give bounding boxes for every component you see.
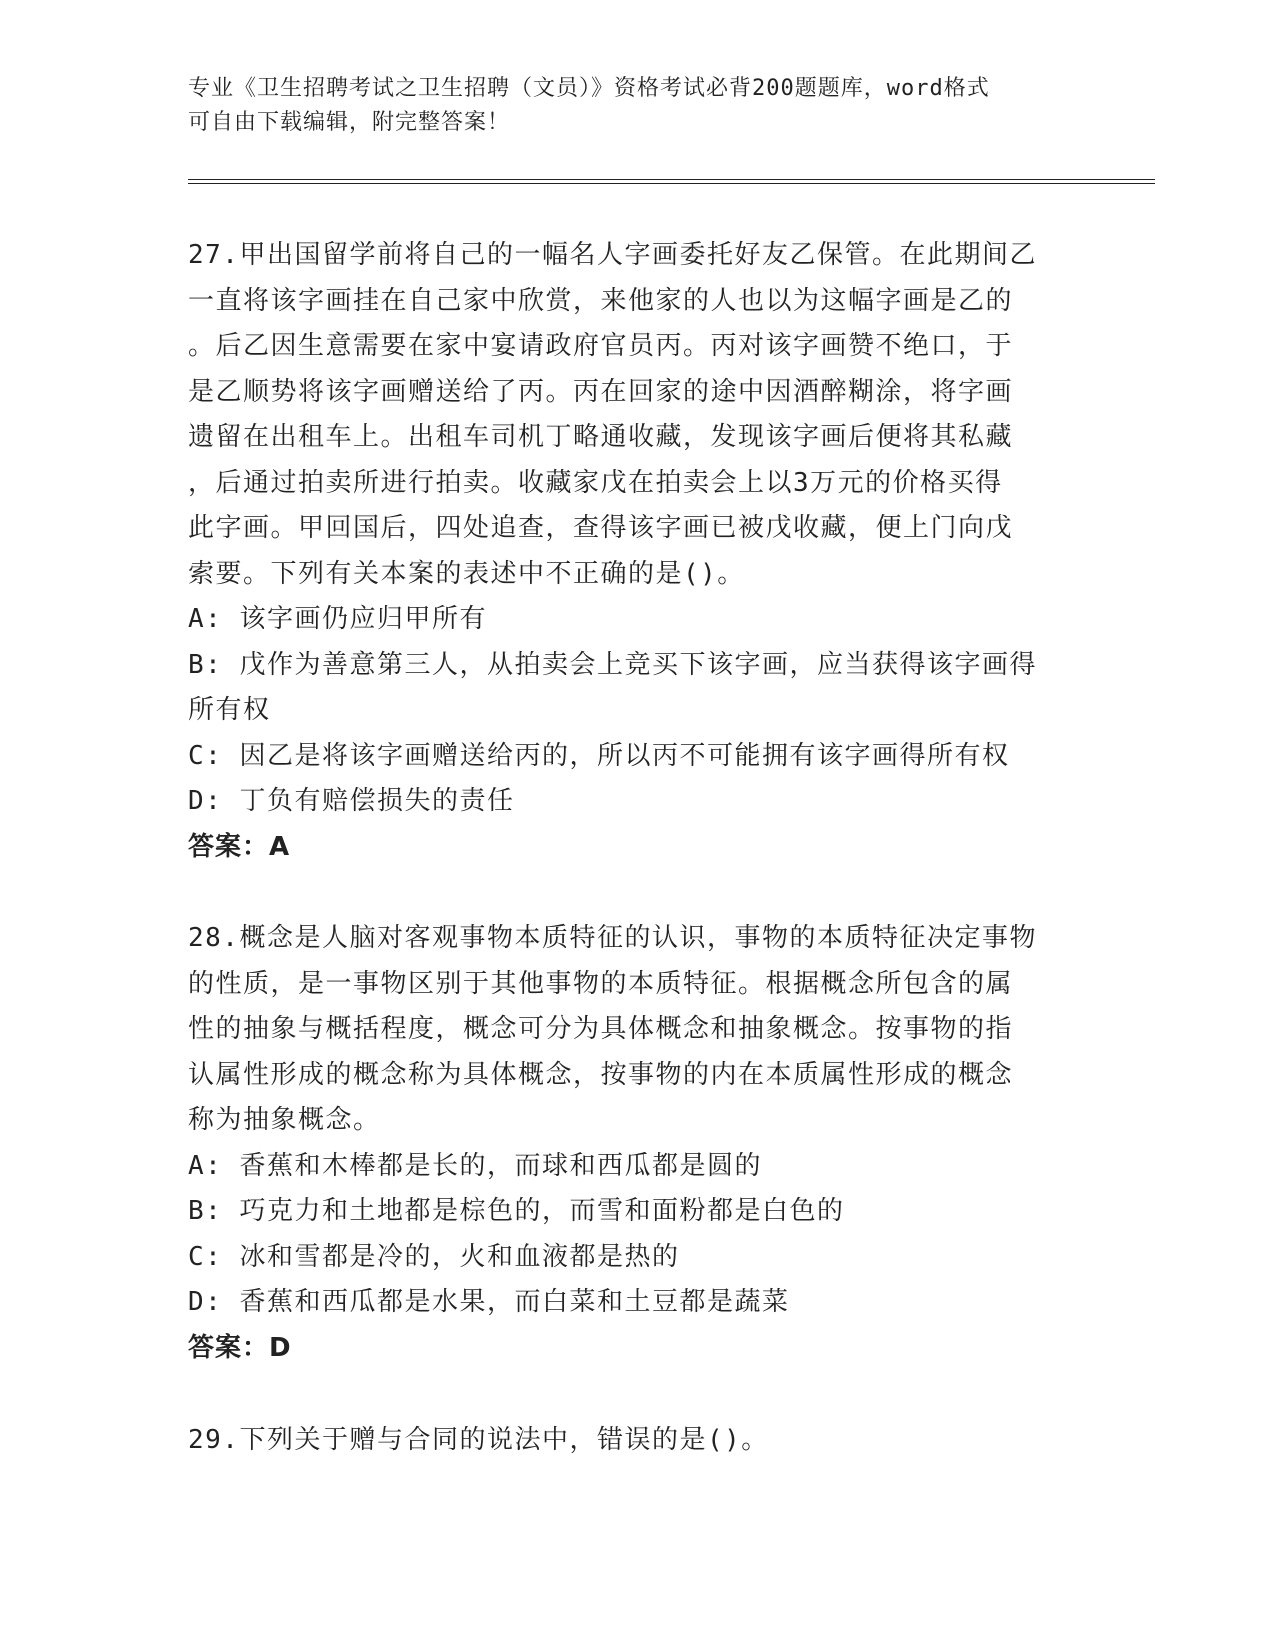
header-divider: [188, 183, 1155, 184]
header-divider: [188, 179, 1155, 180]
option-b-continued: 所有权: [188, 695, 271, 725]
question-stem-line: 索要。下列有关本案的表述中不正确的是()。: [188, 558, 745, 589]
option-d: D: 香蕉和西瓜都是水果，而白菜和土豆都是蔬菜: [188, 1287, 790, 1317]
question-27: [188, 233, 1068, 870]
question-stem-line: 的性质，是一事物区别于其他事物的本质特征。根据概念所包含的属: [188, 968, 1014, 999]
answer-label: 答案：D: [188, 1332, 292, 1363]
option-a: A: 该字画仍应归甲所有: [188, 604, 487, 634]
question-stem-line: 是乙顺势将该字画赠送给了丙。丙在回家的途中因酒醉糊涂，将字画: [188, 376, 1014, 407]
question-stem-line: 称为抽象概念。: [188, 1105, 381, 1135]
question-stem-line: 。后乙因生意需要在家中宴请政府官员丙。丙对该字画赞不绝口，于: [188, 331, 1014, 361]
question-stem-line: 27.甲出国留学前将自己的一幅名人字画委托好友乙保管。在此期间乙: [188, 240, 1037, 270]
option-c: C: 冰和雪都是冷的，火和血液都是热的: [188, 1241, 680, 1272]
option-b: B: 巧克力和土地都是棕色的，而雪和面粉都是白色的: [188, 1196, 845, 1226]
option-d: D: 丁负有赔偿损失的责任: [188, 786, 515, 816]
question-stem-line: ，后通过拍卖所进行拍卖。收藏家戊在拍卖会上以3万元的价格买得: [188, 467, 1003, 498]
answer-label: 答案：A: [188, 831, 291, 862]
question-28: [188, 916, 1068, 1371]
option-b: B: 戊作为善意第三人，从拍卖会上竞买下该字画，应当获得该字画得: [188, 649, 1037, 680]
document-header: [188, 72, 1068, 140]
question-stem-line: 29.下列关于赠与合同的说法中，错误的是()。: [188, 1425, 769, 1455]
question-stem-line: 遗留在出租车上。出租车司机丁略通收藏，发现该字画后便将其私藏: [188, 422, 1014, 452]
question-29: [188, 1418, 1068, 1464]
question-stem-line: 一直将该字画挂在自己家中欣赏，来他家的人也以为这幅字画是乙的: [188, 285, 1014, 316]
option-a: A: 香蕉和木棒都是长的，而球和西瓜都是圆的: [188, 1150, 762, 1181]
option-c: C: 因乙是将该字画赠送给丙的，所以丙不可能拥有该字画得所有权: [188, 740, 1010, 771]
question-stem-line: 此字画。甲回国后，四处追查，查得该字画已被戊收藏，便上门向戊: [188, 513, 1014, 543]
question-stem-line: 28.概念是人脑对客观事物本质特征的认识，事物的本质特征决定事物: [188, 923, 1037, 953]
header-line: 专业《卫生招聘考试之卫生招聘（文员）》资格考试必背200题题库，word格式: [188, 76, 990, 101]
header-line: 可自由下载编辑，附完整答案！: [188, 110, 511, 135]
question-stem-line: 认属性形成的概念称为具体概念，按事物的内在本质属性形成的概念: [188, 1059, 1014, 1090]
question-stem-line: 性的抽象与概括程度，概念可分为具体概念和抽象概念。按事物的指: [188, 1014, 1014, 1044]
